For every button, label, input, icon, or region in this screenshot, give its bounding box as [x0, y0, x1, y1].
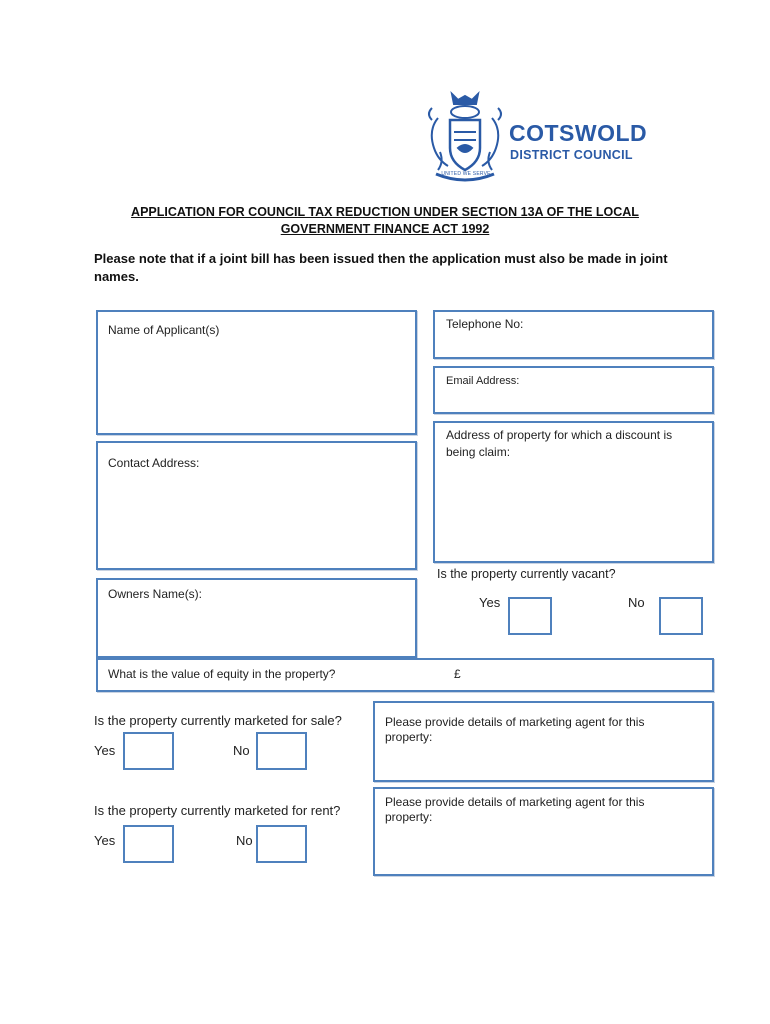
form-title-line-1: APPLICATION FOR COUNCIL TAX REDUCTION UNDER SECTION 13A OF THE LOCAL	[131, 205, 639, 219]
email-label: Email Address:	[446, 375, 520, 387]
owners-names-field[interactable]	[96, 578, 417, 658]
name-of-applicants-field[interactable]	[96, 310, 417, 435]
sale-question: Is the property currently marketed for sale?	[94, 713, 342, 728]
equity-value-field[interactable]	[96, 658, 714, 692]
vacant-yes-checkbox[interactable]	[508, 597, 552, 635]
sale-no-checkbox[interactable]	[256, 732, 307, 770]
contact-address-field[interactable]	[96, 441, 417, 570]
owners-names-label: Owners Name(s):	[108, 587, 203, 601]
rent-yes-checkbox[interactable]	[123, 825, 174, 863]
rent-yes-label: Yes	[94, 833, 116, 848]
council-logo	[424, 90, 664, 186]
telephone-field[interactable]	[433, 310, 714, 359]
rent-question: Is the property currently marketed for rent?	[94, 803, 341, 818]
currency-symbol: £	[454, 667, 461, 681]
sale-no-label: No	[233, 743, 250, 758]
logo-name-line-1: COTSWOLD	[509, 120, 648, 146]
rent-agent-details-label: Please provide details of marketing agent for this property:	[385, 795, 645, 824]
equity-value-label: What is the value of equity in the property?	[108, 667, 336, 681]
logo-motto: UNITED WE SERVE	[441, 171, 491, 177]
sale-yes-checkbox[interactable]	[123, 732, 174, 770]
sale-agent-details-field[interactable]	[373, 701, 714, 782]
property-address-label: Address of property for which a discount is being claim:	[446, 428, 673, 459]
rent-agent-details-field[interactable]	[373, 787, 714, 876]
sale-agent-details-label: Please provide details of marketing agent for this property:	[385, 715, 645, 744]
contact-address-label: Contact Address:	[108, 456, 200, 470]
logo-name-line-2: DISTRICT COUNCIL	[510, 148, 633, 162]
name-of-applicants-label: Name of Applicant(s)	[108, 323, 220, 337]
rent-no-label: No	[236, 833, 253, 848]
vacant-no-checkbox[interactable]	[659, 597, 703, 635]
property-address-field[interactable]	[433, 421, 714, 563]
joint-bill-note: Please note that if a joint bill has been issued then the application must also be made in joint names.	[94, 251, 668, 284]
vacant-yes-label: Yes	[479, 595, 501, 610]
telephone-label: Telephone No:	[446, 317, 524, 331]
sale-yes-label: Yes	[94, 743, 116, 758]
email-field[interactable]	[433, 366, 714, 414]
form-title-line-2: GOVERNMENT FINANCE ACT 1992	[280, 222, 490, 236]
vacant-question: Is the property currently vacant?	[437, 567, 616, 581]
vacant-no-label: No	[628, 595, 645, 610]
rent-no-checkbox[interactable]	[256, 825, 307, 863]
